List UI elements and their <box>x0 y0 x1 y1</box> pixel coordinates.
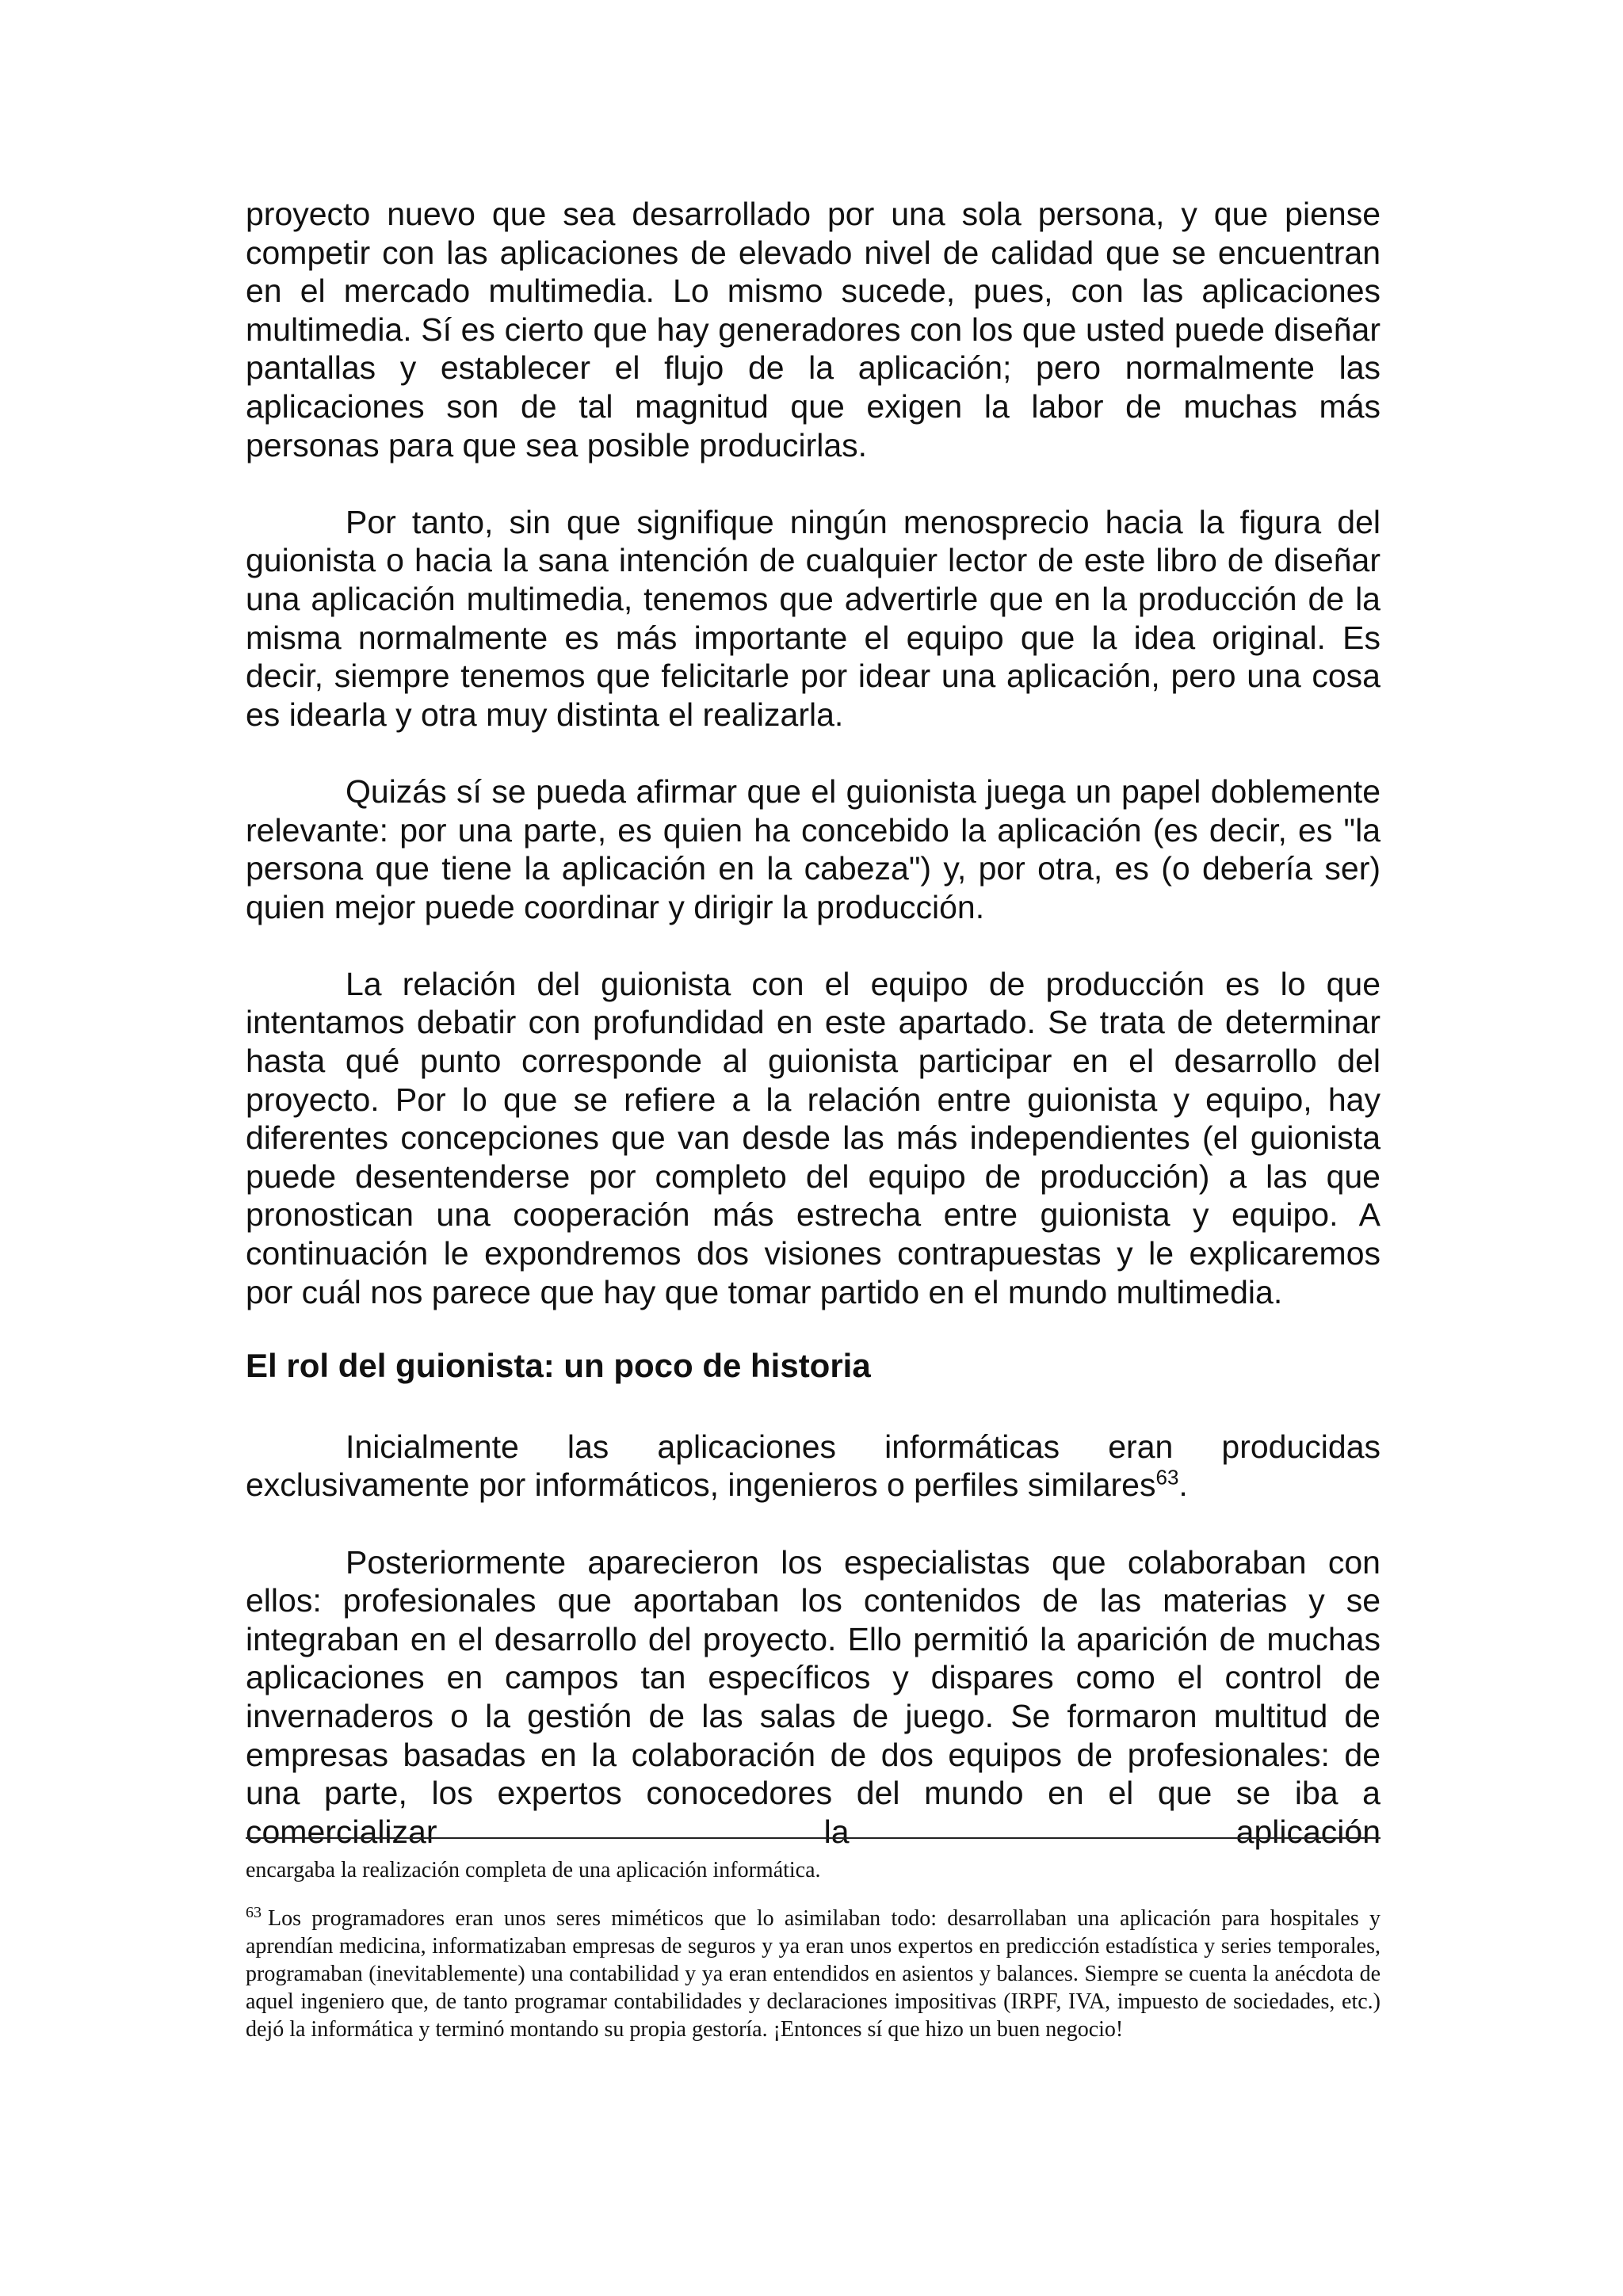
footnote-text: Los programadores eran unos seres miméticos que lo asimilaban todo: desarrollaban una aplicación para hospitales y aprendían medicina, informatizaban empresas de seguros y ya eran unos expertos en predicción estadística y series temporales, programaban (inevitablemente) una contabilidad y ya eran entendidos en asientos y balances. Siempre se cuenta la anécdota de aquel ingeniero que, de tanto programar contabilidades y declaraciones impositivas (IRPF, IVA, impuesto de sociedades, etc.) dejó la informática y terminó montando su propia gestoría. ¡Entonces sí que hizo un buen negocio! <box>246 1906 1381 2042</box>
footnotes <box>246 1856 1381 2064</box>
paragraph: Posteriormente aparecieron los especialistas que colaboraban con ellos: profesionales que aportaban los contenidos de las materias y se integraban en el desarrollo del proyecto. Ello permitió la aparición de muchas aplicaciones en campos tan específicos y dispares como el control de invernaderos o la gestión de las salas de juego. Se formaron multitud de empresas basadas en la colaboración de dos equipos de profesionales: de una parte, los expertos conocedores del mundo en el que se iba a comercializar la aplicación <box>246 1543 1381 1850</box>
paragraph-continued: proyecto nuevo que sea desarrollado por una sola persona, y que piense competir con las aplicaciones de elevado nivel de calidad que se encuentran en el mercado multimedia. Lo mismo sucede, pues, con las aplicaciones multimedia. Sí es cierto que hay generadores con los que usted puede diseñar pantallas y establecer el flujo de la aplicación; pero normalmente las aplicaciones son de tal magnitud que exigen la labor de muchas más personas para que sea posible producirlas. <box>246 196 1381 463</box>
section-heading: El rol del guionista: un poco de historia <box>246 1346 871 1384</box>
footnote-reference[interactable]: 63 <box>1155 1465 1179 1489</box>
paragraph-with-footnote <box>246 1428 1381 1505</box>
main-text <box>246 195 1381 1890</box>
footnote-separator <box>246 1837 1381 1839</box>
paragraph-text: Inicialmente las aplicaciones informáticas eran producidas exclusivamente por informáticos, ingenieros o perfiles similares <box>246 1428 1381 1504</box>
paragraph: Quizás sí se pueda afirmar que el guionista juega un papel doblemente relevante: por una parte, es quien ha concebido la aplicación (es decir, es "la persona que tiene la aplicación en la cabeza") y, por otra, es (o debería ser) quien mejor puede coordinar y dirigir la producción. <box>246 772 1381 925</box>
footnote-number: 63 <box>246 1903 262 1921</box>
paragraph: Por tanto, sin que signifique ningún menosprecio hacia la figura del guionista o hacia la sana intención de cualquier lector de este libro de diseñar una aplicación multimedia, tenemos que advertirle que en la producción de la misma normalmente es más importante el equipo que la idea original. Es decir, siempre tenemos que felicitarle por idear una aplicación, pero una cosa es idearla y otra muy distinta el realizarla. <box>246 503 1381 733</box>
paragraph: La relación del guionista con el equipo de producción es lo que intentamos debatir con profundidad en este apartado. Se trata de determinar hasta qué punto corresponde al guionista participar en el desarrollo del proyecto. Por lo que se refiere a la relación entre guionista y equipo, hay diferentes concepciones que van desde las más independientes (el guionista puede desentenderse por completo del equipo de producción) a las que pronostican una cooperación más estrecha entre guionista y equipo. A continuación le expondremos dos visiones contrapuestas y le explicaremos por cuál nos parece que hay que tomar partido en el mundo multimedia. <box>246 965 1381 1310</box>
footnote <box>246 1905 1381 2043</box>
paragraph-end: . <box>1178 1466 1188 1504</box>
footnote-continued: encargaba la realización completa de una aplicación informática. <box>246 1858 821 1882</box>
